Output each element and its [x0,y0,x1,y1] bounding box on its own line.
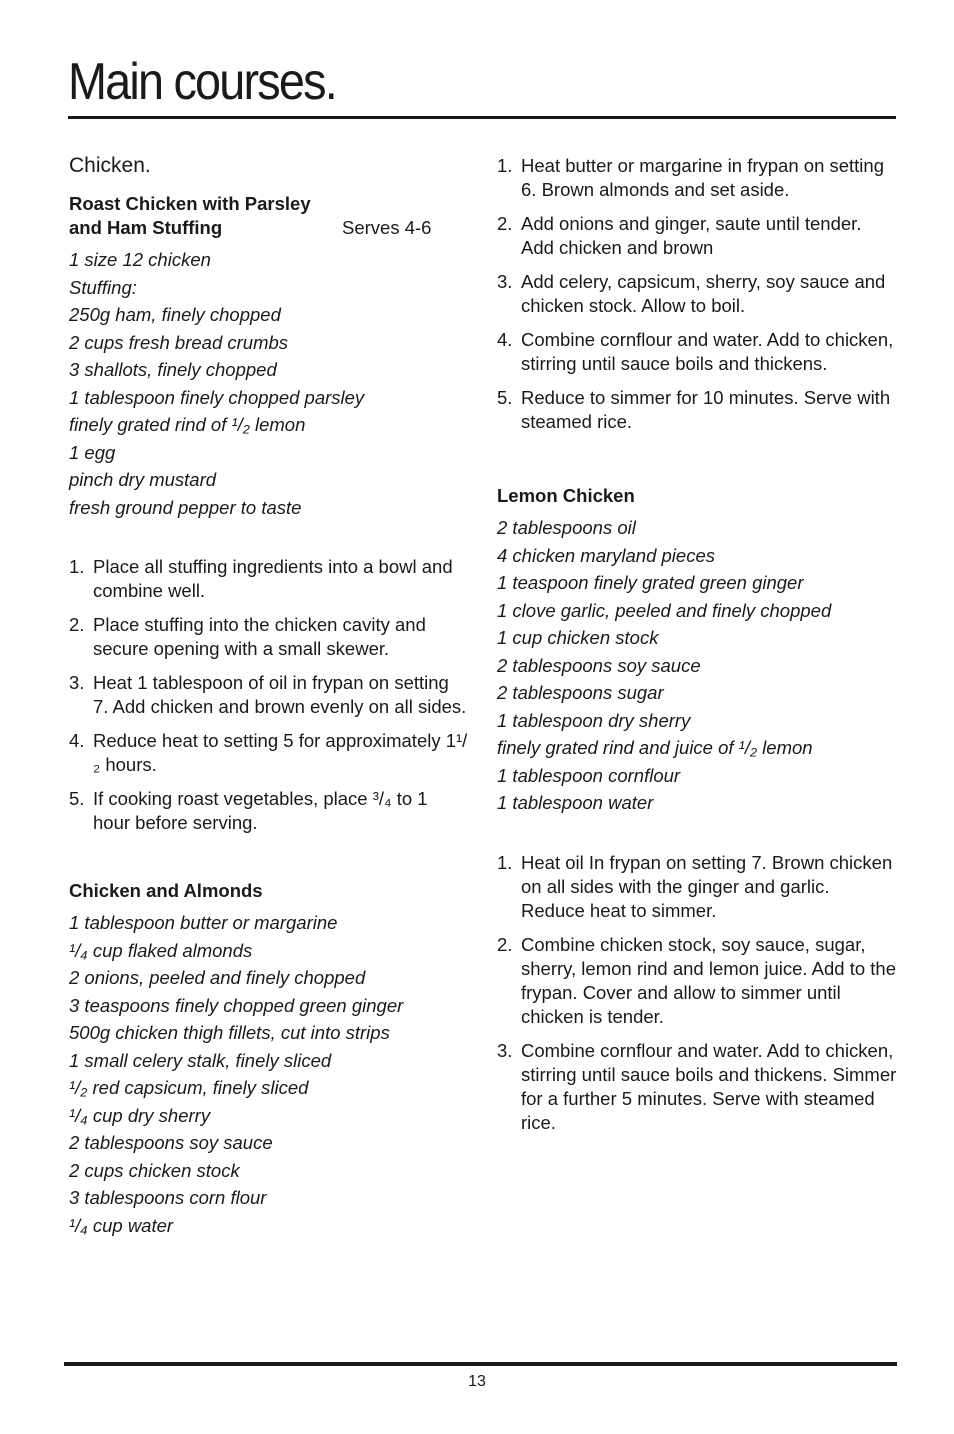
ingredient-item: ¹/₄ cup dry sherry [69,1104,211,1126]
ingredient-item: 250g ham, finely chopped [69,304,281,325]
method-step: 2. Add onions and ginger, saute until tender. Add chicken and brown [497,213,862,258]
top-divider [68,116,896,119]
ingredient-item: 1 small celery stalk, finely sliced [69,1049,332,1071]
ingredient-item: 1 tablespoon dry sherry [497,709,691,731]
method-step: 4. Combine cornflour and water. Add to chicken, stirring until sauce boils and thickens. [497,329,894,374]
ingredient-item: fresh ground pepper to taste [69,496,302,518]
ingredient-item: 1 teaspoon finely grated green ginger [497,572,804,593]
method-step: 3. Combine cornflour and water. Add to chicken, stirring until sauce boils and thickens. Simmer for a further 5 minutes. Serve with steamed rice. [497,1039,897,1133]
right-column [497,154,897,1145]
method-step-text: Heat 1 tablespoon of oil in frypan on setting 7. Add chicken and brown evenly on all sides. [93,672,467,717]
left-column [69,150,469,1239]
ingredient-item: 2 tablespoons sugar [497,682,664,703]
ingredient-item: 1 size 12 chicken [69,249,211,270]
ingredient-item: 1 tablespoon butter or margarine [69,912,338,933]
ingredient-item: 500g chicken thigh fillets, cut into strips [69,1022,390,1043]
ingredient-list-chicken-almonds [69,909,469,1239]
ingredient-item: 2 cups fresh bread crumbs [69,331,289,353]
recipe-title-roast-chicken [69,192,469,240]
ingredient-item: 2 tablespoons soy sauce [69,1132,273,1153]
ingredient-item: 2 onions, peeled and finely chopped [69,967,366,988]
method-step-text: Reduce heat to setting 5 for approximately 1¹/₂ hours. [93,730,468,775]
ingredient-item: 1 tablespoon finely chopped parsley [69,386,365,408]
ingredient-list-roast-chicken [69,246,469,521]
ingredient-item: finely grated rind of ¹/₂ lemon [69,414,306,435]
serves-label: Serves 4-6 [342,217,432,238]
recipe-title-line: Roast Chicken with Parsley [69,193,311,214]
method-step-text: Heat butter or margarine in frypan on setting 6. Brown almonds and set aside. [521,155,884,200]
ingredient-item: 3 tablespoons corn flour [69,1187,267,1208]
ingredient-item: ¹/₄ cup water [69,1214,174,1236]
method-step: 1. Place all stuffing ingredients into a bowl and combine well. [69,556,453,601]
method-list-roast-chicken [69,555,469,835]
method-step: 5. If cooking roast vegetables, place ³/₄ to 1 hour before serving. [69,788,428,833]
method-step: 5. Reduce to simmer for 10 minutes. Serve with steamed rice. [497,387,891,432]
section-title: Chicken. [69,154,151,177]
method-list-chicken-almonds [497,154,897,434]
recipe-title-lemon-chicken: Lemon Chicken [497,485,635,506]
method-step-text: Heat oil In frypan on setting 7. Brown chicken on all sides with the ginger and garlic. Reduce heat to simmer. [521,851,893,921]
method-step: 2. Place stuffing into the chicken cavity and secure opening with a small skewer. [69,614,426,659]
ingredient-item: ¹/₄ cup flaked almonds [69,939,253,961]
ingredient-item: finely grated rind and juice of ¹/₂ lemon [497,737,813,758]
ingredient-item: 1 tablespoon water [497,792,654,813]
recipe-title-line: and Ham Stuffing [69,217,223,238]
method-step-text: Combine cornflour and water. Add to chicken, stirring until sauce boils and thickens. [521,329,894,374]
method-step-text: Add celery, capsicum, sherry, soy sauce and chicken stock. Allow to boil. [521,271,886,316]
method-step: 1. Heat oil In frypan on setting 7. Brown chicken on all sides with the ginger and garlic. Reduce heat to simmer. [497,851,893,921]
page-title: Main courses. [68,53,336,111]
ingredient-item: ¹/₂ red capsicum, finely sliced [69,1077,309,1098]
ingredient-item: pinch dry mustard [69,469,217,490]
method-step-text: Place all stuffing ingredients into a bowl and combine well. [93,556,453,601]
method-step-text: Combine chicken stock, soy sauce, sugar, sherry, lemon rind and lemon juice. Add to the frypan. Cover and allow to simmer until chicken is tender. [521,933,897,1027]
method-step-text: Add onions and ginger, saute until tender. Add chicken and brown [521,213,862,258]
page-number: 13 [468,1373,486,1390]
ingredient-item: Stuffing: [69,276,137,298]
ingredient-item: 2 cups chicken stock [69,1159,240,1181]
recipe-title-chicken-almonds: Chicken and Almonds [69,880,263,901]
method-step-text: Place stuffing into the chicken cavity and secure opening with a small skewer. [93,614,426,659]
ingredient-item: 2 tablespoons soy sauce [497,654,701,676]
method-list-lemon-chicken [497,851,897,1135]
method-step: 1. Heat butter or margarine in frypan on setting 6. Brown almonds and set aside. [497,155,884,200]
method-step: 3. Add celery, capsicum, sherry, soy sauce and chicken stock. Allow to boil. [497,271,886,316]
method-step-text: If cooking roast vegetables, place ³/₄ to 1 hour before serving. [93,788,428,833]
ingredient-item: 1 egg [69,441,116,463]
ingredient-item: 3 shallots, finely chopped [69,359,277,380]
ingredient-item: 1 cup chicken stock [497,627,659,648]
method-step-text: Combine cornflour and water. Add to chicken, stirring until sauce boils and thickens. Simmer for a further 5 minutes. Serve with steamed rice. [521,1039,897,1133]
method-step-text: Reduce to simmer for 10 minutes. Serve with steamed rice. [521,387,891,432]
ingredient-item: 1 tablespoon cornflour [497,764,681,786]
ingredient-item: 4 chicken maryland pieces [497,544,715,566]
method-step: 3. Heat 1 tablespoon of oil in frypan on setting 7. Add chicken and brown evenly on all sides. [69,672,467,717]
ingredient-item: 2 tablespoons oil [497,517,636,538]
ingredient-list-lemon-chicken [497,514,897,817]
method-step: 4. Reduce heat to setting 5 for approximately 1¹/₂ hours. [69,730,468,775]
ingredient-item: 3 teaspoons finely chopped green ginger [69,994,404,1016]
method-step: 2. Combine chicken stock, soy sauce, sugar, sherry, lemon rind and lemon juice. Add to the frypan. Cover and allow to simmer until chicken is tender. [497,933,897,1027]
bottom-divider [64,1362,897,1366]
ingredient-item: 1 clove garlic, peeled and finely chopped [497,599,832,621]
